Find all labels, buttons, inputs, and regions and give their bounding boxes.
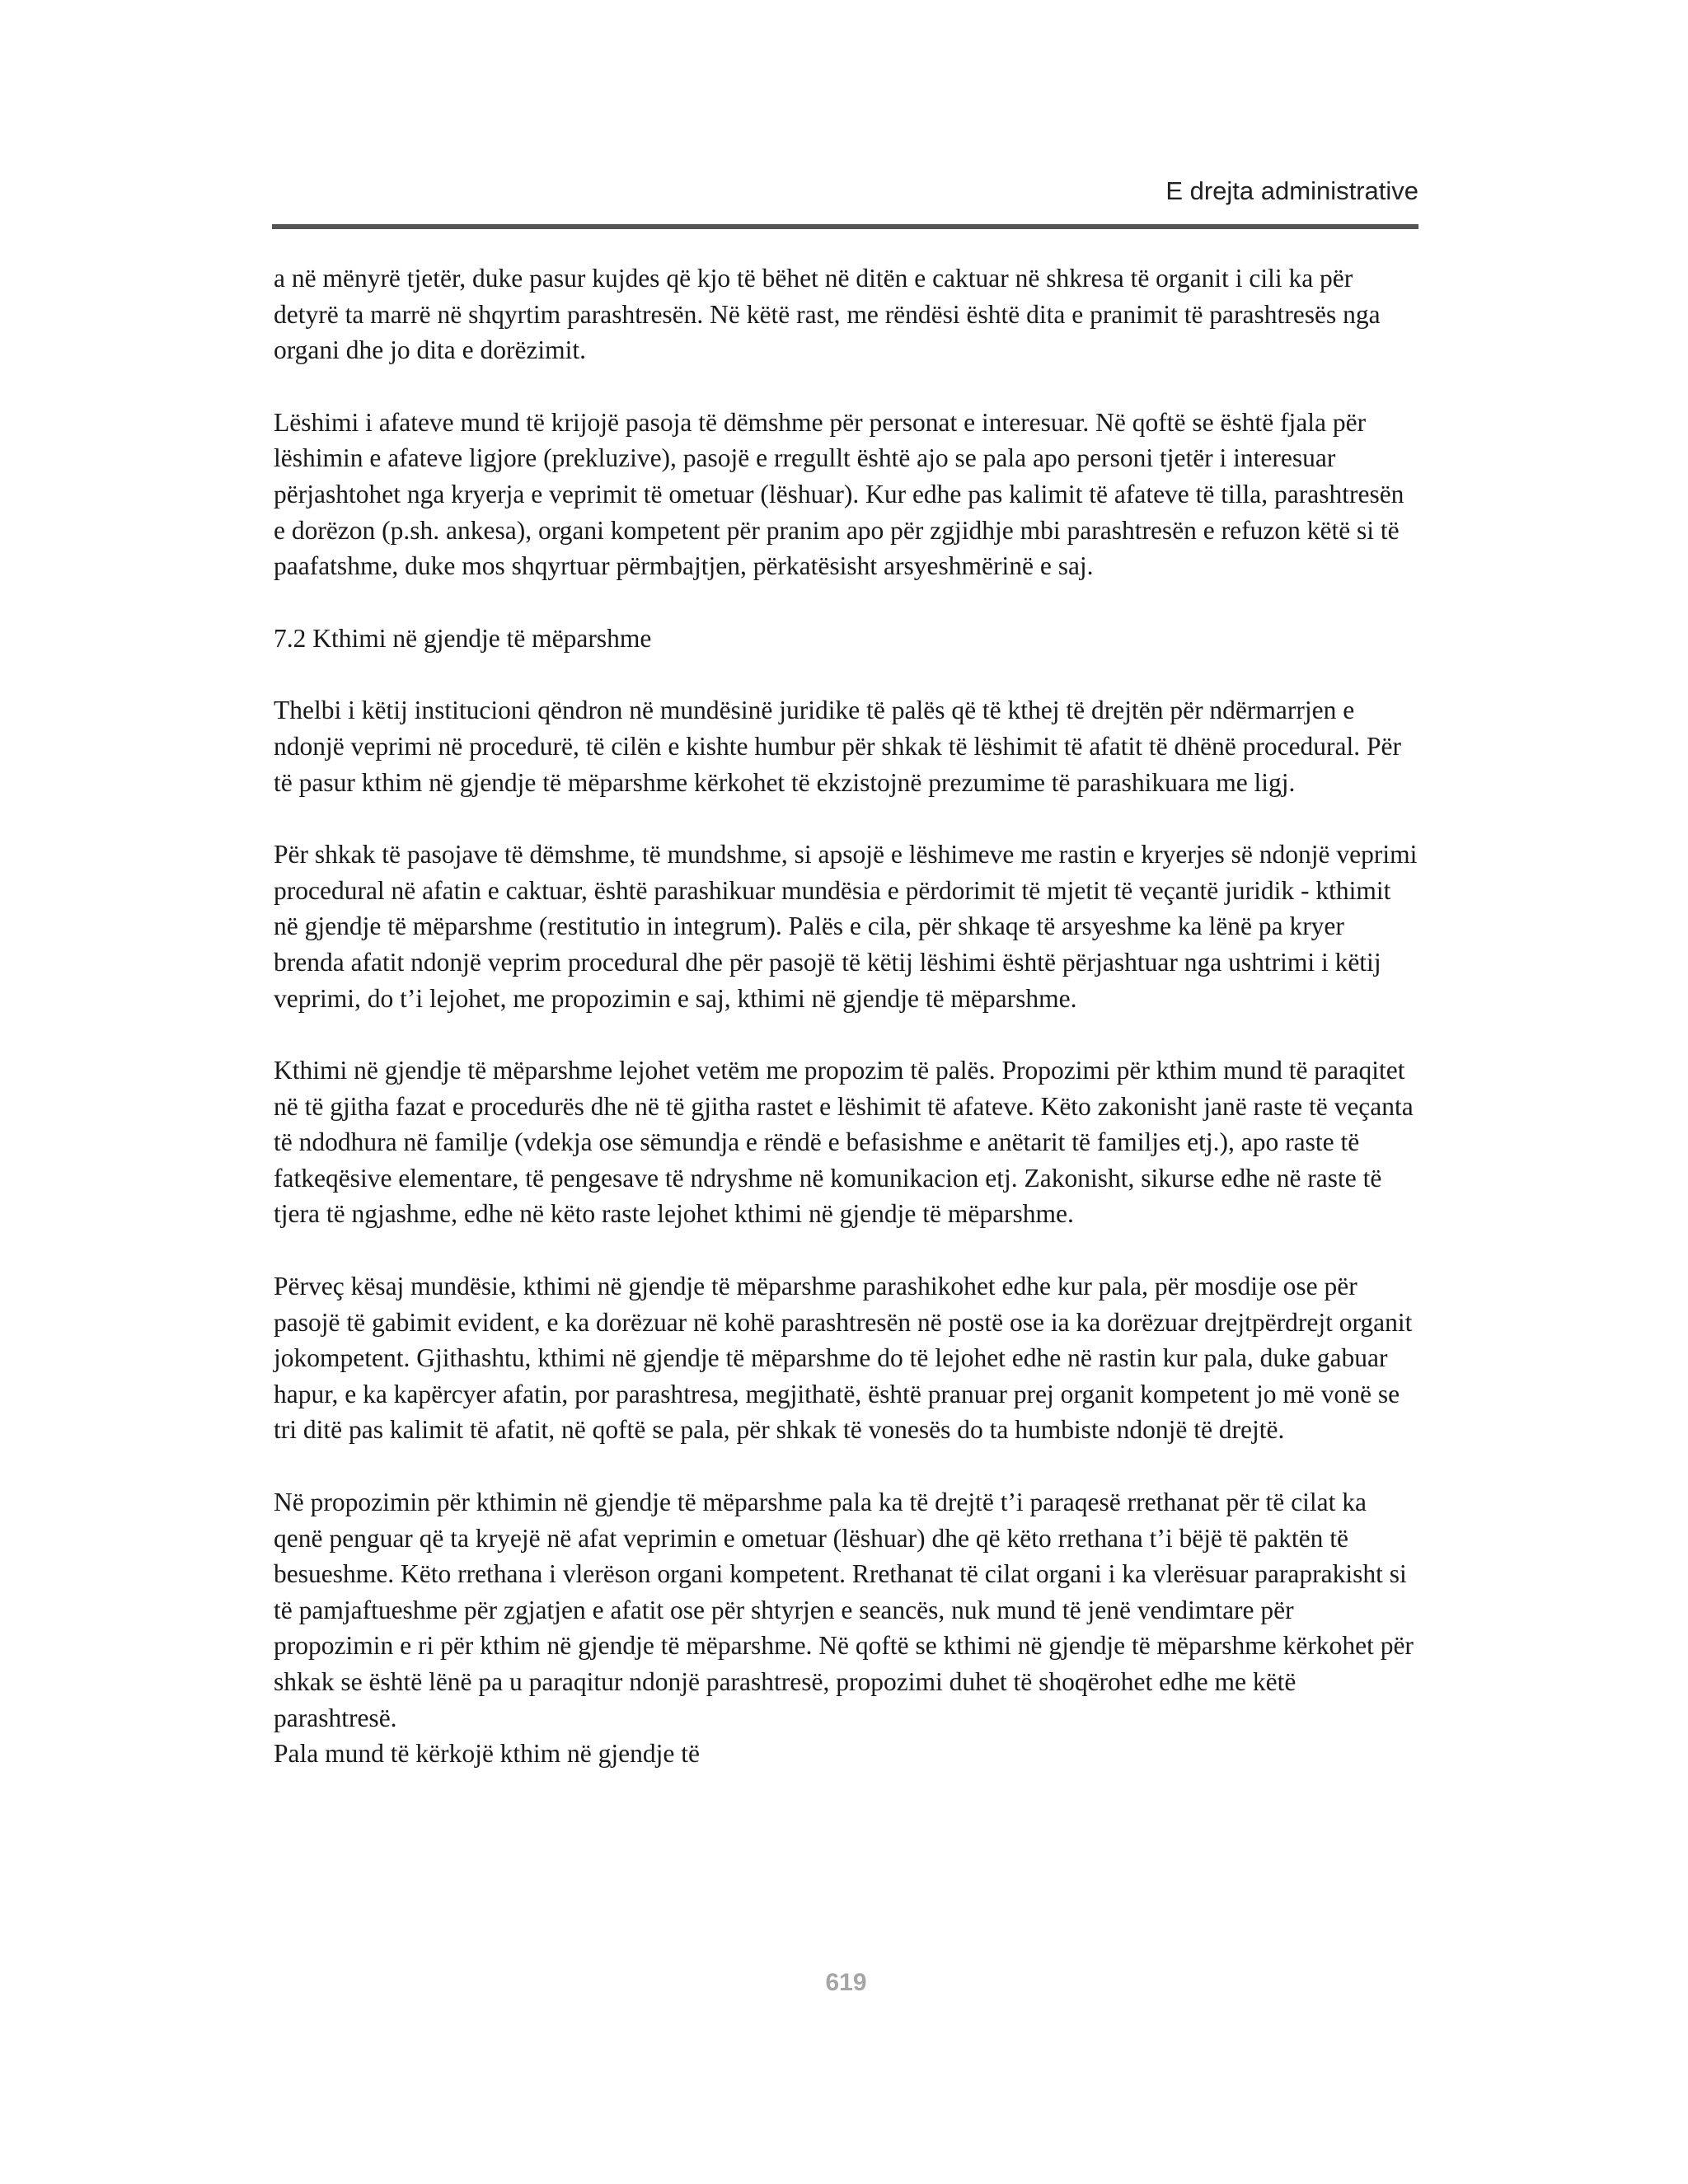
body-paragraph-5: Kthimi në gjendje të mëparshme lejohet vetëm me propozim të palës. Propozimi për kthim mund të paraqitet në të gjitha fazat e procedurës dhe në të gjitha rastet e lëshimit të afateve. Këto zakonisht janë raste të veçanta të ndodhura në familje (vdekja ose sëmundja e rëndë e befasishme e anëtarit të familjes etj.), apo raste të fatkeqësive elementare, të pengesave të ndryshme në komunikacion etj. Zakonisht, sikurse edhe në raste të tjera të ngjashme, edhe në këto raste lejohet kthimi në gjendje të mëparshme. bbox=[274, 1056, 1414, 1229]
body-paragraph-3: Thelbi i këtij institucioni qëndron në mundësinë juridike të palës që të kthej të drejtën për ndërmarrjen e ndonjë veprimi në procedurë, të cilën e kishte humbur për shkak të lëshimit të afatit të dhënë procedural. Për të pasur kthim në gjendje të mëparshme kërkohet të ekzistojnë prezumime të parashikuara me ligj. bbox=[274, 696, 1402, 797]
body-paragraph-8: Pala mund të kërkojë kthim në gjendje të bbox=[274, 1739, 700, 1769]
body-paragraph-6: Përveç kësaj mundësie, kthimi në gjendje të mëparshme parashikohet edhe kur pala, për mosdije ose për pasojë të gabimit evident, e ka dorëzuar në kohë parashtresën në postë ose ia ka dorëzuar drejtpërdrejt organit jokompetent. Gjithashtu, kthimi në gjendje të mëparshme do të lejohet edhe në rastin kur pala, duke gabuar hapur, e ka kapërcyer afatin, por parashtresa, megjithatë, është pranuar prej organit kompetent jo më vonë se tri ditë pas kalimit të afatit, në qoftë se pala, për shkak të vonesës do ta humbiste ndonjë të drejtë. bbox=[274, 1272, 1413, 1445]
running-header-title: E drejta administrative bbox=[1165, 176, 1418, 205]
body-paragraph-4: Për shkak të pasojave të dëmshme, të mundshme, si apsojë e lëshimeve me rastin e kryerjes së ndonjë veprimi procedural në afatin e caktuar, është parashikuar mundësia e përdorimit të mjetit të veçantë juridik - kthimit në gjendje të mëparshme (restitutio in integrum). Palës e cila, për shkaqe të arsyeshme ka lënë pa kryer brenda afatit ndonjë veprim procedural dhe për pasojë të këtij lëshimi është përjashtuar nga ushtrimi i këtij veprimi, do t’i lejohet, me propozimin e saj, kthimi në gjendje të mëparshme. bbox=[274, 840, 1418, 1013]
body-paragraph-2: Lëshimi i afateve mund të krijojë pasoja të dëmshme për personat e interesuar. Në qoftë se është fjala për lëshimin e afateve ligjore (prekluzive), pasojë e rregullt është ajo se pala apo personi tjetër i interesuar përjashtohet nga kryerja e veprimit të ometuar (lëshuar). Kur edhe pas kalimit të afateve të tilla, parashtresën e dorëzon (p.sh. ankesa), organi kompetent për pranim apo për zgjidhje mbi parashtresën e refuzon këtë si të paafatshme, duke mos shqyrtuar përmbajtjen, përkatësisht arsyeshmërinë e saj. bbox=[274, 407, 1404, 581]
page-body bbox=[274, 260, 1418, 1772]
body-paragraph-7: Në propozimin për kthimin në gjendje të mëparshme pala ka të drejtë t’i paraqesë rrethanat për të cilat ka qenë penguar që ta kryejë në afat veprimin e ometuar (lëshuar) dhe që këto rrethana t’i bëjë të paktën të besueshme. Këto rrethana i vlerëson organi kompetent. Rrethanat të cilat organi i ka vlerësuar paraprakisht si të pamjaftueshme për zgjatjen e afatit ose për shtyrjen e seancës, nuk mund të jenë vendimtare për propozimin e ri për kthim në gjendje të mëparshme. Në qoftë se kthimi në gjendje të mëparshme kërkohet për shkak se është lënë pa u paraqitur ndonjë parashtresë, propozimi duhet të shoqërohet edhe me këtë parashtresë. bbox=[274, 1488, 1414, 1732]
body-paragraph-1: a në mënyrë tjetër, duke pasur kujdes që kjo të bëhet në ditën e caktuar në shkresa të organit i cili ka për detyrë ta marrë në shqyrtim parashtresën. Në këtë rast, me rëndësi është dita e pranimit të parashtresës nga organi dhe jo dita e dorëzimit. bbox=[274, 264, 1381, 365]
header-divider bbox=[272, 224, 1418, 229]
section-heading: 7.2 Kthimi në gjendje të mëparshme bbox=[274, 623, 652, 653]
page-number: 619 bbox=[825, 1969, 867, 1996]
